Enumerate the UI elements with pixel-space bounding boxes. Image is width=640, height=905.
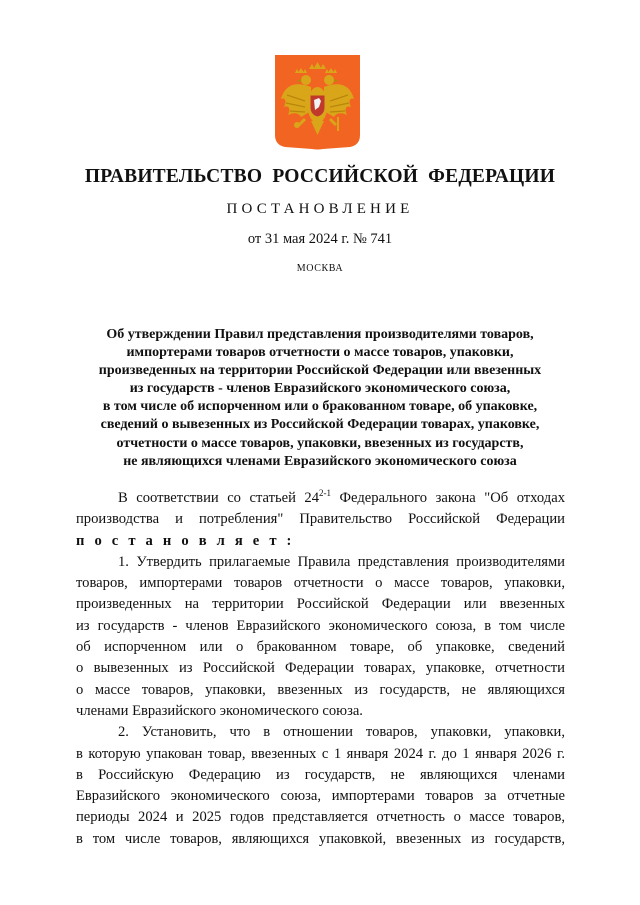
preamble-text: В соответствии со статьей 24 xyxy=(118,490,320,506)
document-subject xyxy=(60,326,580,471)
article-superscript: 2-1 xyxy=(319,488,332,498)
subject-line: отчетности о массе товаров, упаковки, ввезенных из государств, xyxy=(116,435,524,451)
subject-line: Об утверждении Правил представления производителями товаров, xyxy=(106,327,534,342)
resolves-keyword: п о с т а н о в л я е т : xyxy=(76,532,295,549)
item1-line: произведенных на территории Российской Федерации или ввезенных xyxy=(76,596,565,613)
item1-line: 1. Утвердить прилагаемые Правила представления производителями xyxy=(118,553,565,570)
item1-line: об испорченном или о бракованном товаре, об упаковке, сведений xyxy=(76,639,565,656)
subject-line: сведений о вывезенных из Российской Федерации товарах, упаковке, xyxy=(100,417,540,433)
item2-line: в том числе товаров, являющихся упаковкой, ввезенных из государств, xyxy=(76,830,565,847)
government-title: ПРАВИТЕЛЬСТВО РОССИЙСКОЙ ФЕДЕРАЦИИ xyxy=(84,166,556,187)
item2-line: в которую упакован товар, ввезенных с 1 января 2024 г. до 1 января 2026 г. xyxy=(76,745,565,762)
item1-line: о массе товаров, упаковки, ввезенных из государств, не являющихся xyxy=(76,681,565,698)
item1-line: членами Евразийского экономического союза. xyxy=(76,702,363,719)
preamble-text: Федерального закона "Об отходах xyxy=(331,490,565,506)
item2-line: 2. Установить, что в отношении товаров, упаковки, упаковки, xyxy=(118,724,565,741)
item1-line: из государств - членов Евразийского экономического союза, в том числе xyxy=(76,617,565,634)
document-type: ПОСТАНОВЛЕНИЕ xyxy=(226,201,414,217)
item1-line: о вывезенных из Российской Федерации товарах, упаковке, отчетности xyxy=(76,660,565,677)
document-date-number: от 31 мая 2024 г. № 741 xyxy=(247,231,393,247)
item1-line: товаров, импортерами товаров отчетности о массе товаров, упаковки, xyxy=(76,575,565,592)
item2-line: периоды 2024 и 2025 годов представляется отчетность о массе товаров, xyxy=(76,809,565,826)
subject-line: из государств - членов Евразийского экономического союза, xyxy=(129,381,511,397)
item2-line: в Российскую Федерацию из государств, не являющихся членами xyxy=(76,766,565,783)
preamble-line xyxy=(76,488,565,509)
preamble-line: производства и потребления" Правительство Российской Федерации xyxy=(76,511,565,528)
document-city: МОСКВА xyxy=(296,263,344,274)
subject-line: в том числе об испорченном или о бракованном товаре, об упаковке, xyxy=(102,399,538,415)
document-body xyxy=(76,488,565,850)
item2-line: Евразийского экономического союза, импортерами товаров за отчетные xyxy=(76,788,565,805)
russian-coat-of-arms-icon xyxy=(275,55,360,150)
subject-line: произведенных на территории Российской Федерации или ввезенных xyxy=(98,363,542,379)
subject-line: не являющихся членами Евразийского экономического союза xyxy=(123,453,517,469)
subject-line: импортерами товаров отчетности о массе товаров, упаковки, xyxy=(126,345,514,361)
